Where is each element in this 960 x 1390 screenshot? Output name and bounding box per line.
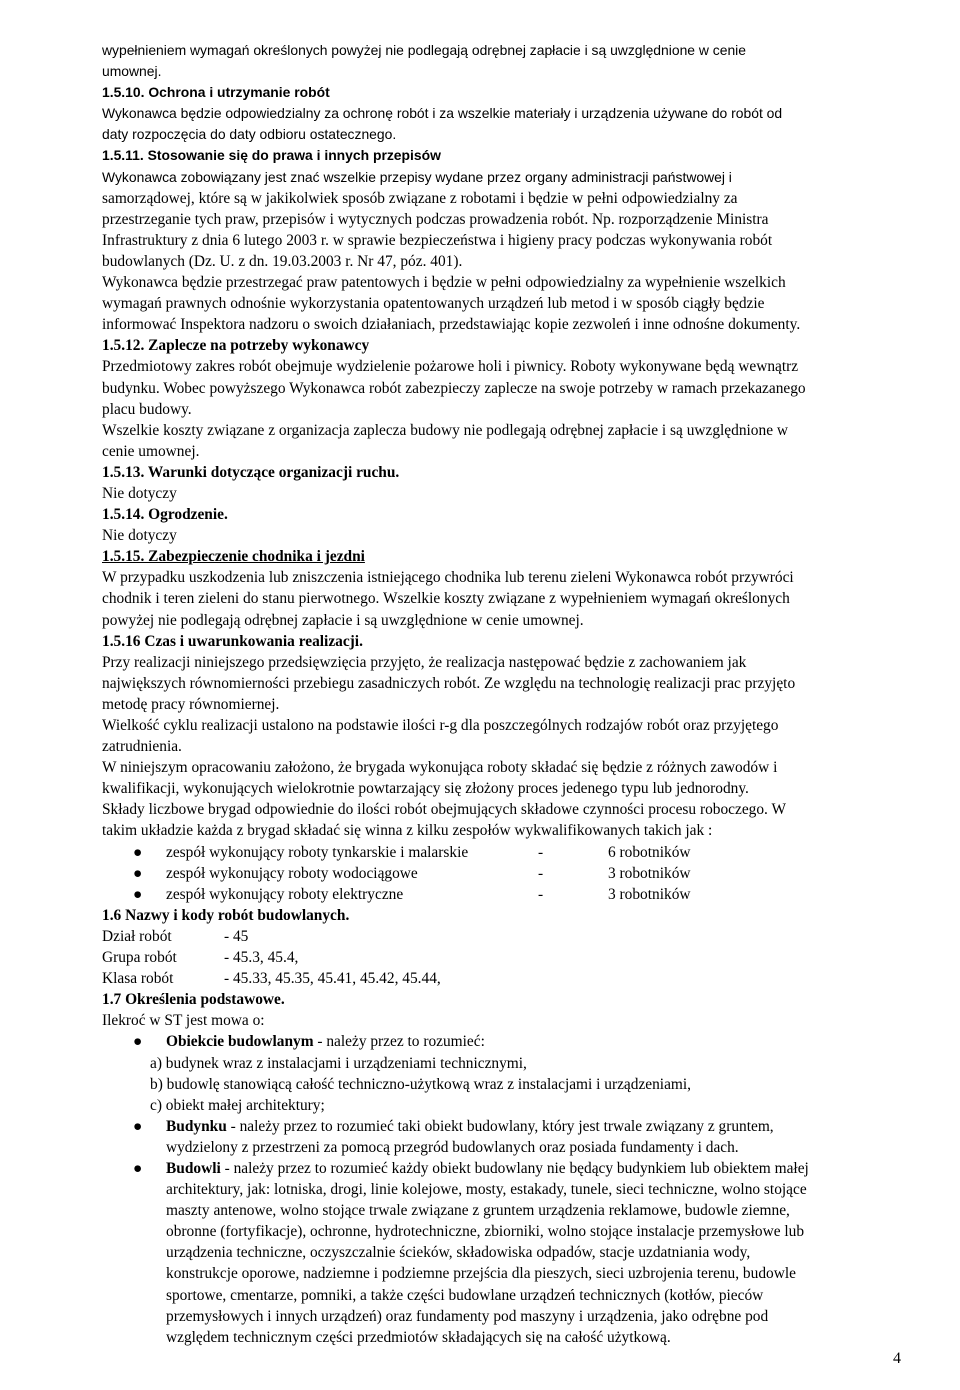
text-line: umownej. [102, 63, 162, 80]
text-line: daty rozpoczęcia do daty odbioru ostatecznego. [102, 126, 397, 143]
text-line: Infrastruktury z dnia 6 lutego 2003 r. w sprawie bezpieczeństwa i higieny pracy podczas wykonywania robót [102, 231, 773, 249]
text-line: kwalifikacji, wykonujących wielokrotnie powtarzający się złożony proces jedenego typu lub jednorodny. [102, 780, 749, 798]
text-line: przestrzeganie tych praw, przepisów i wytycznych podczas prowadzenia robót. Np. rozporządzenie Ministra [102, 210, 769, 228]
text-line: Nie dotyczy [102, 527, 177, 545]
section-heading: 1.5.11. Stosowanie się do prawa i innych przepisów [102, 147, 441, 164]
text-line: W niniejszym opracowaniu założono, że brygada wykonująca roboty składać się będzie z różnych zawodów i [102, 759, 778, 777]
sub-item: c) obiekt małej architektury; [150, 1096, 325, 1114]
definition-text: - należy przez to rozumieć każdy obiekt budowlany nie będący budynkiem lub obiektem małej [220, 1159, 809, 1177]
text-line: Przy realizacji niniejszego przedsięwzięcia przyjęto, że realizacja następować będzie z zachowaniem jak [102, 653, 747, 671]
text-line: Wszelkie koszty związane z organizacja zaplecza budowy nie podlegają odrębnej zapłacie i są uwzględnione w [102, 421, 788, 439]
section-heading: 1.5.12. Zaplecze na potrzeby wykonawcy [102, 337, 370, 355]
team-dash: - [538, 864, 544, 882]
text-line: zatrudnienia. [102, 738, 182, 756]
text-line: wydzielony z przestrzeni za pomocą przegród budowlanych oraz posiada fundamenty i dach. [166, 1138, 739, 1156]
text-line: powyżej nie podlegają odrębnej zapłacie i są uwzględnione w cenie umownej. [102, 611, 584, 629]
text-line: placu budowy. [102, 400, 192, 418]
section-heading: 1.5.14. Ogrodzenie. [102, 506, 228, 524]
team-list-item [102, 863, 902, 884]
text-line: Składy liczbowe brygad odpowiednie do ilości robót obejmujących składowe czynności procesu roboczego. W [102, 801, 786, 819]
bullet-icon: ● [133, 1117, 143, 1135]
document-page [102, 40, 902, 1348]
code-label: Dział robót [102, 927, 172, 945]
code-label: Grupa robót [102, 949, 177, 967]
text-line: metodę pracy równomiernej. [102, 695, 280, 713]
text-line: konstrukcje oporowe, nadziemne i podziemne przejścia dla pieszych, sieci uzbrojenia terenu, budowle [166, 1265, 796, 1283]
team-name: zespół wykonujący roboty tynkarskie i malarskie [166, 843, 469, 861]
section-heading: 1.7 Określenia podstawowe. [102, 991, 285, 1009]
text-line: urządzenia techniczne, oczyszczalnie ścieków, składowiska odpadów, stacje uzdatniania wody, [166, 1244, 751, 1262]
section-heading: 1.5.15. Zabezpieczenie chodnika i jezdni [102, 548, 365, 566]
section-heading: 1.5.16 Czas i uwarunkowania realizacji. [102, 632, 363, 650]
definition-item [102, 1031, 902, 1052]
sub-item: b) budowlę stanowiącą całość techniczno-użytkową wraz z instalacjami i urządzeniami, [150, 1075, 692, 1093]
text-line: sportowe, cmentarze, pomniki, a także części budowlane urządzeń technicznych (kotłów, pieców [166, 1286, 764, 1304]
code-value: - 45.3, 45.4, [224, 949, 299, 967]
text-line: Ilekroć w ST jest mowa o: [102, 1012, 265, 1030]
text-line: cenie umownej. [102, 442, 200, 460]
team-dash: - [538, 843, 544, 861]
text-line: takim układzie każda z brygad składać się winna z kilku zespołów wykwalifikowanych takich jak : [102, 822, 713, 840]
code-row [102, 968, 902, 989]
code-row [102, 947, 902, 968]
text-line: samorządowej, które są w jakikolwiek sposób związane z robotami i będzie w pełni odpowiedzialny za [102, 189, 738, 207]
team-name: zespół wykonujący roboty wodociągowe [166, 864, 418, 882]
text-line: przemysłowych i innych urządzeń) oraz fundamenty pod maszyny i urządzenia, jako odrębne pod [166, 1307, 769, 1325]
text-line: budowlanych (Dz. U. z dn. 19.03.2003 r. Nr 47, póz. 401). [102, 252, 463, 270]
text-line: architektury, jak: lotniska, drogi, linie kolejowe, mosty, estakady, tunele, sieci techniczne, wolno stojące [166, 1181, 807, 1199]
definition-term: Budynku [166, 1117, 227, 1135]
text-line: Wykonawca zobowiązany jest znać wszelkie przepisy wydane przez organy administracji państwowej i [102, 168, 732, 185]
team-dash: - [538, 885, 544, 903]
text-line: Wielkość cyklu realizacji ustalono na podstawie ilości r-g dla poszczególnych rodzajów robót oraz przyjętego [102, 717, 779, 734]
text-line: maszty antenowe, wolno stojące trwale związane z gruntem urządzenia reklamowe, budowle ziemne, [166, 1202, 790, 1220]
team-count: 3 robotników [608, 864, 691, 882]
code-row [102, 926, 902, 947]
text-line: chodnik i teren zieleni do stanu pierwotnego. Wszelkie koszty związane z wypełnieniem wymagań określonych [102, 590, 790, 608]
code-value: - 45.33, 45.35, 45.41, 45.42, 45.44, [224, 970, 441, 988]
text-line: budynku. Wobec powyższego Wykonawca robót zabezpieczy zaplecze na swoje potrzeby w ramach przekazanego [102, 379, 806, 397]
text-line: wypełnieniem wymagań określonych powyżej nie podlegają odrębnej zapłacie i są uwzględnione w cenie [102, 42, 746, 58]
sub-item: a) budynek wraz z instalacjami i urządzeniami technicznymi, [150, 1054, 527, 1072]
code-label: Klasa robót [102, 970, 174, 988]
definition-term: Obiekcie budowlanym [166, 1033, 314, 1051]
bullet-icon: ● [133, 1033, 143, 1051]
team-list-item [102, 884, 902, 905]
text-line: W przypadku uszkodzenia lub zniszczenia istniejącego chodnika lub terenu zieleni Wykonawca robót przywróci [102, 569, 794, 587]
definition-item [102, 1158, 902, 1179]
section-heading: 1.5.10. Ochrona i utrzymanie robót [102, 84, 330, 101]
text-line: Przedmiotowy zakres robót obejmuje wydzielenie pożarowe holi i piwnicy. Roboty wykonywane będą wewnątrz [102, 358, 799, 376]
definition-text: - należy przez to rozumieć: [313, 1033, 485, 1051]
text-line: największych równomierności przebiegu zasadniczych robót. Ze względu na technologię realizacji prac przyjęto [102, 674, 796, 692]
text-line: wymagań prawnych odnośnie wykorzystania opatentowanych urządzeń lub metod i w sposób ciągły będzie [102, 295, 765, 313]
text-line: Wykonawca będzie odpowiedzialny za ochronę robót i za wszelkie materiały i urządzenia używane do robót od [102, 105, 783, 122]
page-number: 4 [893, 1350, 901, 1367]
team-count: 6 robotników [608, 843, 691, 861]
text-line: względem technicznym części przedmiotów składających się na całość użytkową. [166, 1328, 671, 1346]
code-value: - 45 [224, 927, 249, 945]
team-name: zespół wykonujący roboty elektryczne [166, 885, 404, 903]
bullet-icon: ● [133, 864, 143, 882]
text-line: Nie dotyczy [102, 484, 177, 502]
definition-text: - należy przez to rozumieć taki obiekt budowlany, który jest trwale związany z gruntem, [226, 1117, 774, 1135]
section-heading: 1.6 Nazwy i kody robót budowlanych. [102, 906, 350, 924]
team-count: 3 robotników [608, 885, 691, 903]
text-line: Wykonawca będzie przestrzegać praw patentowych i będzie w pełni odpowiedzialny za wypełnienie wszelkich [102, 274, 786, 292]
definition-item [102, 1116, 902, 1137]
bullet-icon: ● [133, 1159, 143, 1177]
section-heading: 1.5.13. Warunki dotyczące organizacji ruchu. [102, 463, 400, 481]
bullet-icon: ● [133, 885, 143, 903]
bullet-icon: ● [133, 843, 143, 861]
definition-term: Budowli [166, 1159, 221, 1177]
team-list-item [102, 842, 902, 863]
text-line: informować Inspektora nadzoru o swoich działaniach, przedstawiając kopie zezwoleń i inne odnośne dokumenty. [102, 316, 801, 334]
text-line: obronne (fortyfikacje), ochronne, hydrotechniczne, zbiorniki, wolno stojące instalacje przemysłowe lub [166, 1223, 805, 1241]
